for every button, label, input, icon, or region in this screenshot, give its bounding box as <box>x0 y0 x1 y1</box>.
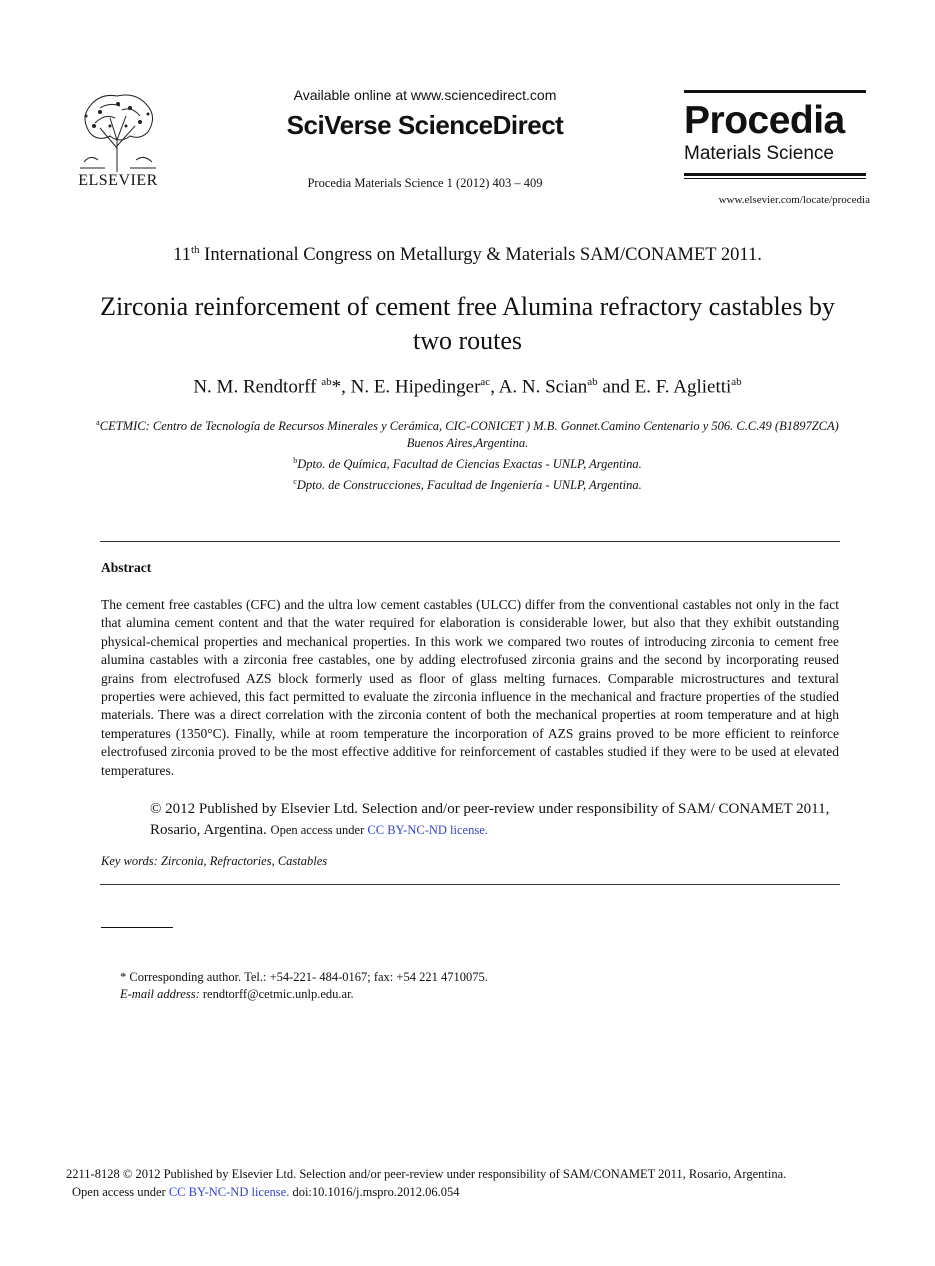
affiliation-marker: a <box>96 418 100 427</box>
affiliation-item <box>95 473 840 494</box>
corresponding-author-note: * Corresponding author. Tel.: +54-221- 484-0167; fax: +54 221 4710075. <box>120 970 488 984</box>
conference-number: 11 <box>173 245 191 266</box>
affiliation-marker: b <box>293 456 298 466</box>
keywords: Key words: Zirconia, Refractories, Castables <box>101 854 328 868</box>
logo-top-rule <box>684 90 866 93</box>
author-name: N. E. Hipedinger <box>350 376 481 398</box>
affiliation-item <box>95 452 840 473</box>
abstract-top-divider <box>100 541 840 542</box>
journal-title: Procedia <box>684 99 845 142</box>
conference-ordinal: th <box>190 244 200 256</box>
email-note <box>120 987 354 1002</box>
email-label: E-mail address: <box>120 987 200 1001</box>
footer-open-access-text: Open access under <box>72 1185 169 1199</box>
abstract-body: The cement free castables (CFC) and the ultra low cement castables (ULCC) differ from the conventional castables not only in the fact that alumina cement content and that the water required for elaboration is considerable lower, but also that they exhibit outstanding physical-chemical properties and mechanical properties. In this work we compared two routes of introducing zirconia to cement free alumina castables with a zirconia free castables, one by adding electrofused zirconia grains and the second by incorporating reused grains from electrofused AZS block formerly used as floor of glass melting furnaces. Comparable microstructures and textural properties were achieved, this fact permitted to evaluate the zirconia influence in the mechanical and fracture properties of the studied materials. There was a direct correlation with the zirconia content of both the mechanical properties at room temperature and at high temperatures (1350°C). Finally, while at room temperature the incorporation of AZS grains proved to be more efficient to reinforce electrofused zirconia proved to be the most effective additive for reinforcement of castables studied if they were to be used at elevated temperatures. <box>101 597 839 778</box>
conference-title: International Congress on Metallurgy & Materials SAM/CONAMET 2011. <box>199 245 762 266</box>
journal-subtitle: Materials Science <box>684 143 834 164</box>
affiliation-text: CETMIC: Centro de Tecnología de Recursos Minerales y Cerámica, CIC-CONICET ) M.B. Gonnet.Camino Centenario y 506. C.C.49 (B1897ZCA) Buenos Aires,Argentina. <box>99 419 839 451</box>
conference-name <box>60 244 875 266</box>
journal-reference: Procedia Materials Science 1 (2012) 403 – 409 <box>307 176 543 190</box>
elsevier-wordmark: ELSEVIER <box>78 172 158 189</box>
affiliation-marker: c <box>293 477 297 487</box>
abstract-heading: Abstract <box>101 560 152 575</box>
author-name: N. M. Rendtorff <box>193 376 322 398</box>
footer-license-link[interactable]: CC BY-NC-ND license. <box>168 1185 290 1199</box>
open-access-text: Open access under <box>270 823 368 837</box>
author-separator: *, <box>331 376 351 398</box>
author-name: A. N. Scian <box>498 376 588 398</box>
author-name: E. F. Aglietti <box>634 376 732 398</box>
footer-copyright: 2211-8128 © 2012 Published by Elsevier Ltd. Selection and/or peer-review under responsibility of SAM/CONAMET 2011, Rosario, Argentina. <box>66 1167 787 1181</box>
abstract-bottom-divider <box>100 884 840 885</box>
affiliation-list <box>95 414 840 494</box>
author-affiliation-marker: ab <box>731 376 742 388</box>
author-separator: and <box>597 376 635 398</box>
author-affiliation-marker: ab <box>587 376 598 388</box>
logo-bottom-thin-rule <box>684 178 866 179</box>
author-affiliation-marker: ac <box>480 376 491 388</box>
author-list <box>60 376 875 398</box>
journal-url[interactable]: www.elsevier.com/locate/procedia <box>718 194 870 206</box>
footer-license-doi <box>72 1185 459 1200</box>
procedia-journal-logo <box>684 90 866 179</box>
available-online-text: Available online at www.sciencedirect.com <box>293 87 557 103</box>
logo-bottom-rule <box>684 173 866 176</box>
copyright-statement <box>150 799 830 841</box>
copyright-text: © 2012 Published by Elsevier Ltd. Selection and/or peer-review under responsibility of SAM/ CONAMET 2011, Rosario, Argentina. <box>150 801 830 838</box>
email-address[interactable]: rendtorff@cetmic.unlp.edu.ar. <box>199 987 354 1001</box>
affiliation-text: Dpto. de Química, Facultad de Ciencias Exactas - UNLP, Argentina. <box>297 457 642 472</box>
footnote-divider <box>101 927 173 928</box>
footer-doi[interactable]: doi:10.1016/j.mspro.2012.06.054 <box>289 1185 460 1199</box>
sciverse-sciencedirect-logo: SciVerse ScienceDirect <box>286 110 564 140</box>
affiliation-item <box>95 414 840 452</box>
affiliation-text: Dpto. de Construcciones, Facultad de Ingeniería - UNLP, Argentina. <box>296 478 642 493</box>
license-link[interactable]: CC BY-NC-ND license. <box>367 823 488 837</box>
paper-title: Zirconia reinforcement of cement free Alumina refractory castables by two routes <box>100 292 835 355</box>
author-affiliation-marker: ab <box>321 376 332 388</box>
author-separator: , <box>490 376 499 398</box>
